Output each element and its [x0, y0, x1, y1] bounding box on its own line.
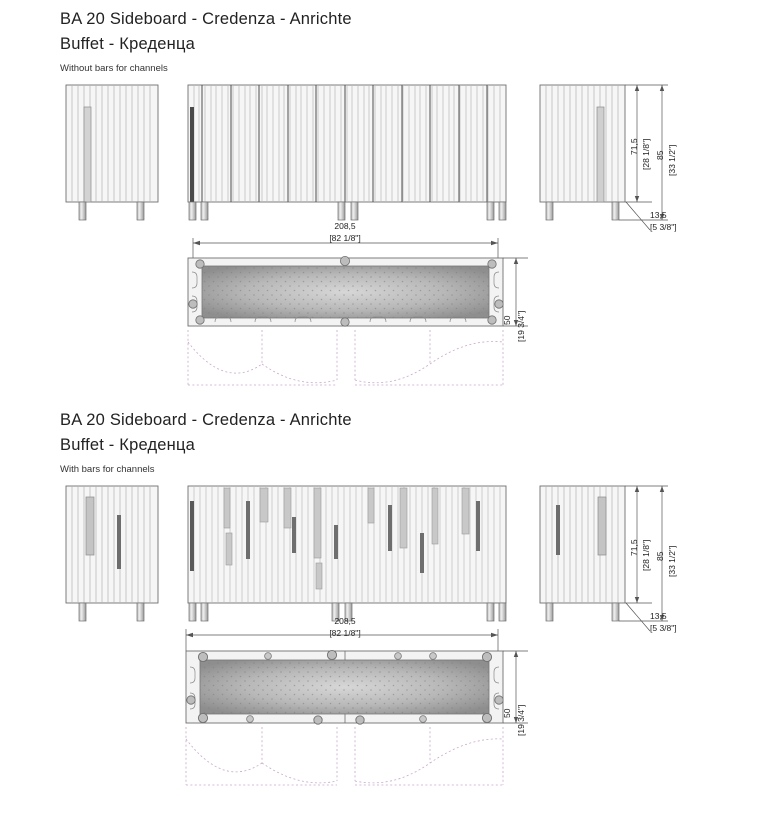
dim-depth-metric-2: 50: [502, 708, 512, 718]
dim-total-height-imperial-2: [33 1/2"]: [667, 545, 677, 577]
front-elevation: [188, 85, 506, 220]
dim-total-height-metric-1: 85: [655, 150, 665, 160]
elevation-svg-with-bars: [0, 471, 768, 631]
right-end-elevation: [540, 85, 625, 220]
left-end-elevation: [66, 85, 158, 220]
right-end-elevation-2: [540, 486, 625, 621]
dim-total-height-metric-2: 85: [655, 551, 665, 561]
dim-width-metric-2: 208,5: [334, 616, 356, 626]
dim-depth-imperial-1: [19 3/4"]: [516, 310, 526, 342]
dim-body-height-metric-2: 71,5: [629, 539, 639, 556]
section2-title-line1: BA 20 Sideboard - Credenza - Anrichte: [60, 411, 352, 429]
dim-depth-metric-1: 50: [502, 315, 512, 325]
width-dimension-line-2: [186, 629, 498, 651]
elevation-svg-without-bars: [0, 70, 768, 230]
section-caption-without-bars: Without bars for channels: [60, 63, 168, 74]
dim-body-height-imperial-1: [28 1/8"]: [641, 138, 651, 170]
elevations-without-bars: [0, 70, 768, 230]
section2-title-line2: Buffet - Креденца: [60, 436, 196, 454]
plan-svg-without-bars: [0, 230, 768, 400]
plan-svg-with-bars: [0, 625, 768, 825]
dim-width-metric-1: 208,5: [334, 221, 356, 231]
dim-depth-imperial-2: [19 3/4"]: [516, 704, 526, 736]
dim-body-height-metric-1: 71,5: [629, 138, 639, 155]
dim-total-height-imperial-1: [33 1/2"]: [667, 144, 677, 176]
dashed-projection-2: [186, 727, 503, 785]
section-title-with-bars: [60, 411, 352, 455]
dim-body-height-imperial-2: [28 1/8"]: [641, 539, 651, 571]
plan-view-without-bars: [0, 230, 768, 400]
section-title-line2: Buffet - Креденца: [60, 35, 196, 53]
section-caption-with-bars: With bars for channels: [60, 464, 155, 475]
front-elevation-2: [188, 486, 506, 621]
dashed-projection-1: [188, 330, 503, 385]
left-end-elevation-2: [66, 486, 158, 621]
plan-view-with-bars: [0, 625, 768, 825]
dim-leg-height-imperial-2: [5 3/8"]: [650, 623, 677, 633]
elevations-with-bars: [0, 471, 768, 631]
dim-leg-height-imperial-1: [5 3/8"]: [650, 222, 677, 232]
dim-leg-height-metric-1: 13,5: [650, 210, 667, 220]
dim-width-imperial-1: [82 1/8"]: [329, 233, 361, 243]
width-dimension-line-1: [193, 238, 498, 258]
section-title-without-bars: [60, 10, 352, 54]
dim-width-imperial-2: [82 1/8"]: [329, 628, 361, 638]
section-title-line1: BA 20 Sideboard - Credenza - Anrichte: [60, 10, 352, 28]
dim-leg-height-metric-2: 13,5: [650, 611, 667, 621]
